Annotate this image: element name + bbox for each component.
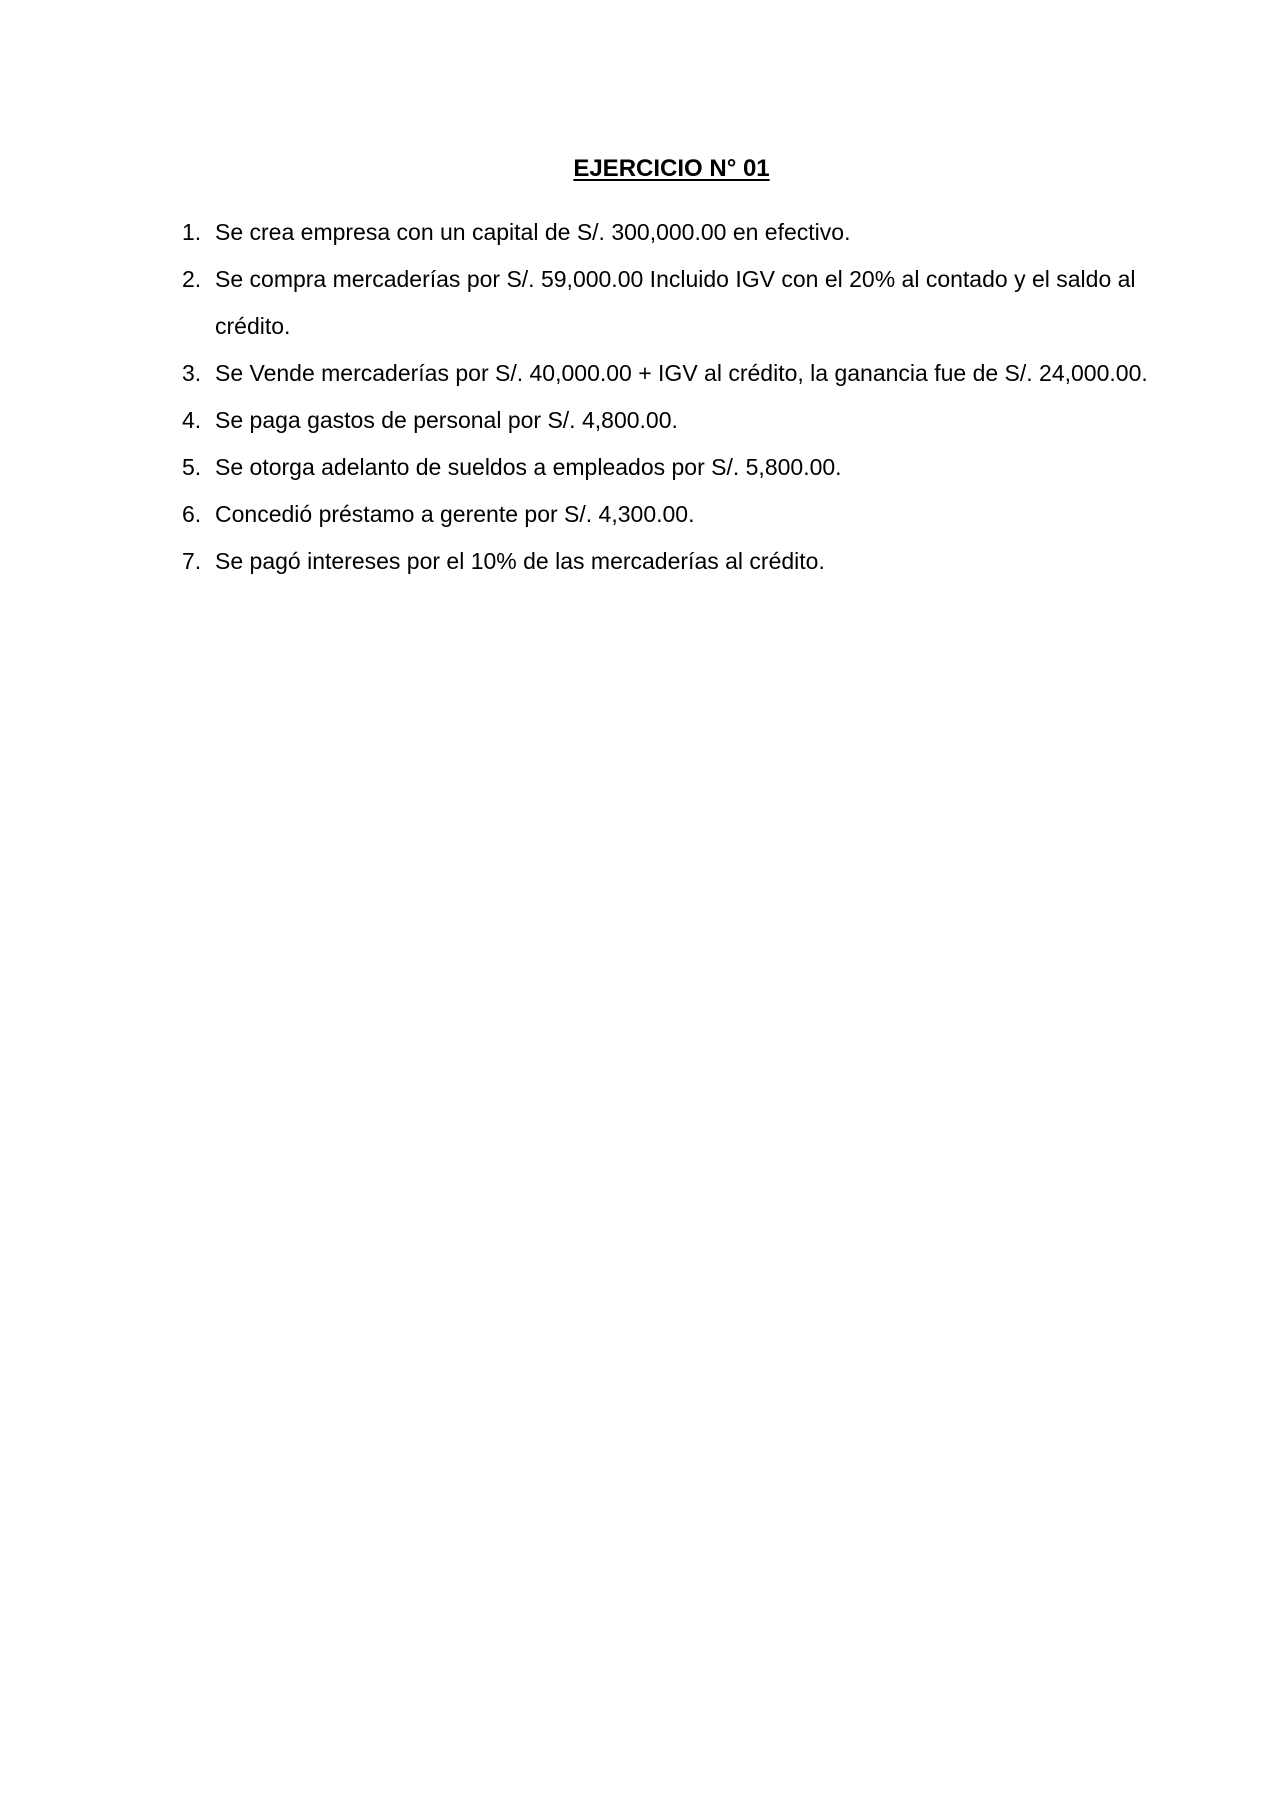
list-item <box>182 350 1182 397</box>
item-number: 6. <box>182 501 202 527</box>
item-number: 2. <box>182 266 202 292</box>
list-item <box>182 444 1182 491</box>
item-number: 5. <box>182 454 202 480</box>
item-text: Concedió préstamo a gerente por S/. 4,300.00. <box>215 501 695 527</box>
item-number: 7. <box>182 548 202 574</box>
item-text: Se crea empresa con un capital de S/. 300,000.00 en efectivo. <box>215 219 851 245</box>
item-text: Se pagó intereses por el 10% de las mercaderías al crédito. <box>215 548 825 574</box>
list-item <box>182 256 1182 350</box>
list-item <box>182 491 1182 538</box>
item-text: Se compra mercaderías por S/. 59,000.00 Incluido IGV con el 20% al contado y el saldo al crédito. <box>215 266 1136 339</box>
item-number: 4. <box>182 407 202 433</box>
item-number: 1. <box>182 219 202 245</box>
document-title: EJERCICIO N° 01 <box>573 155 770 182</box>
item-text: Se otorga adelanto de sueldos a empleados por S/. 5,800.00. <box>215 454 842 480</box>
list-item <box>182 397 1182 444</box>
list-item <box>182 538 1182 585</box>
item-text: Se Vende mercaderías por S/. 40,000.00 + IGV al crédito, la ganancia fue de S/. 24,000.00. <box>215 360 1148 386</box>
item-number: 3. <box>182 360 202 386</box>
list-item <box>182 209 1182 256</box>
item-text: Se paga gastos de personal por S/. 4,800.00. <box>215 407 678 433</box>
exercise-list <box>182 209 1182 585</box>
